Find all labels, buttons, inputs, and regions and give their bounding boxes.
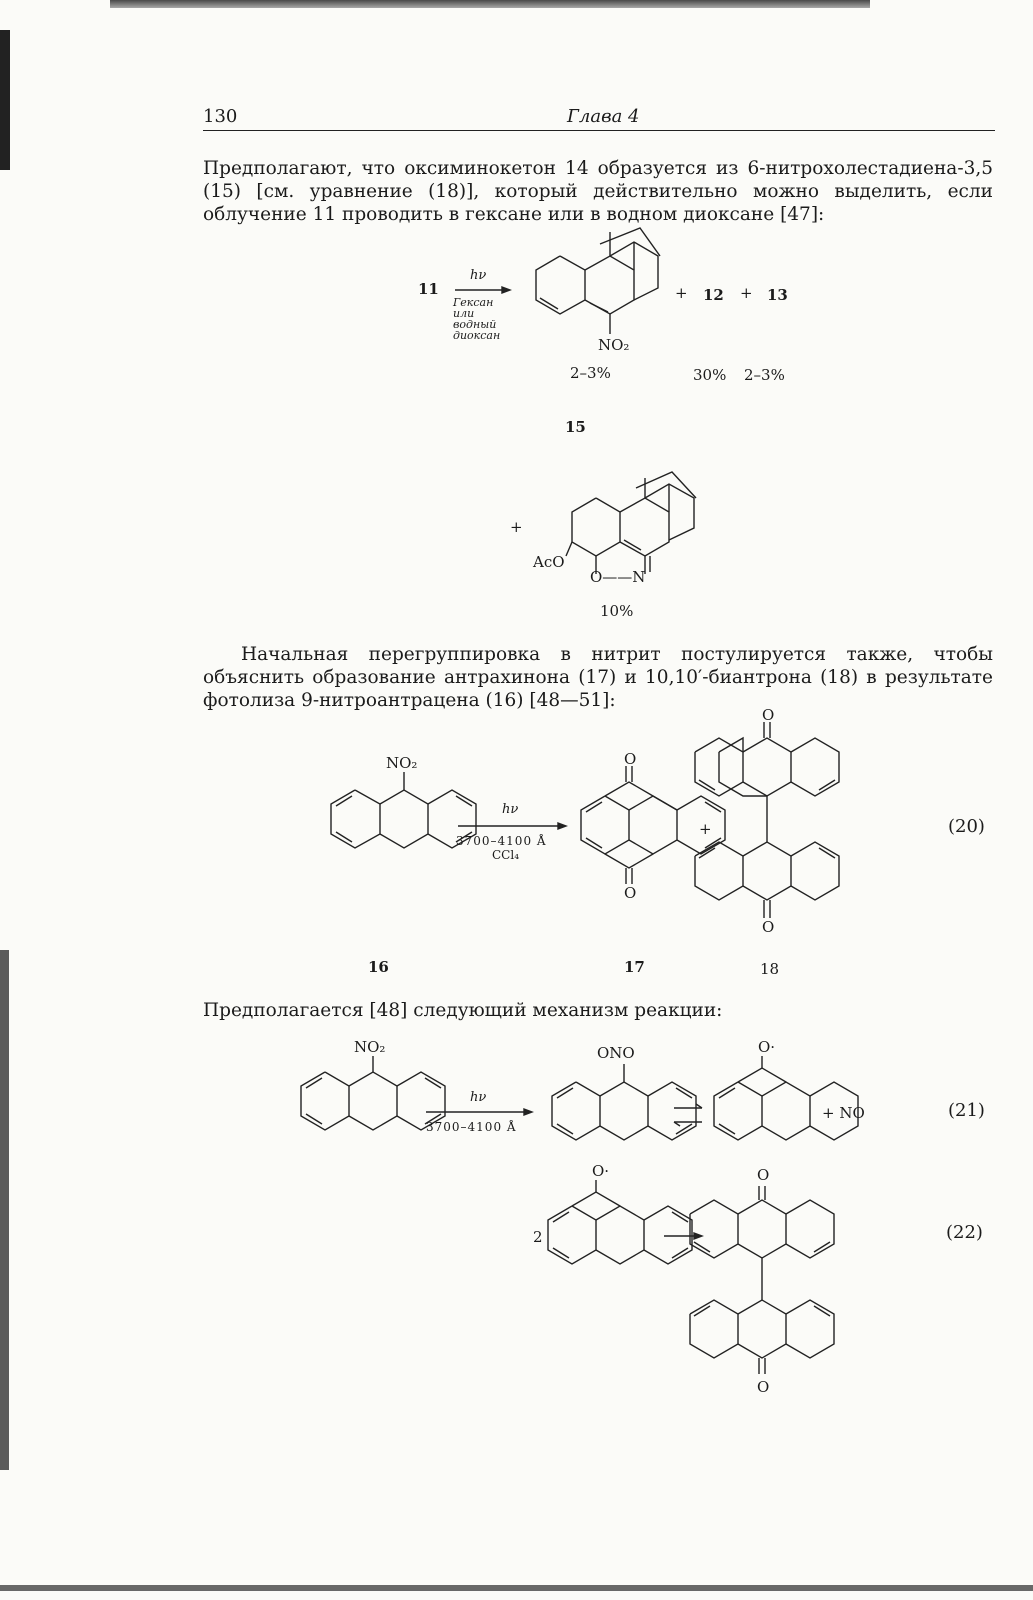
scheme1-conditions	[453, 297, 500, 341]
compound-17-o-top: O	[624, 750, 637, 768]
product-12: 12	[703, 286, 724, 304]
scheme2-arrow-top: hν	[502, 802, 519, 817]
plus-3: +	[510, 518, 523, 536]
scheme1-arrow-label: hν	[470, 268, 487, 283]
compound-18-o-top: O	[762, 706, 775, 724]
paragraph-1-line-2: (15) [см. уравнение (18)], который действительно можно выделить, если	[203, 181, 993, 202]
scheme1-start: 11	[418, 280, 439, 298]
condition-3: водный	[453, 318, 497, 331]
compound-18-o-bottom: O	[762, 918, 775, 936]
yield-13: 2–3%	[744, 366, 785, 384]
compound-16-structure	[331, 772, 476, 848]
scheme3-oxy-radical	[714, 1056, 858, 1140]
yield-isoxazole: 10%	[600, 602, 634, 620]
product-13: 13	[767, 286, 788, 304]
condition-2: или	[453, 307, 475, 320]
paragraph-1-line-1: Предполагают, что оксиминокетон 14 образуется из 6-нитрохолестадиена-3,5	[203, 158, 993, 179]
plus-1: +	[675, 284, 688, 302]
paragraph-1-line-3: облучение 11 проводить в гексане или в водном диоксане [47]:	[203, 204, 825, 225]
equation-number-21: (21)	[948, 1100, 985, 1121]
scheme3-bianthrone	[690, 1186, 834, 1374]
label-18: 18	[760, 960, 780, 978]
page-number: 130	[203, 106, 238, 127]
paragraph-3: Предполагается [48] следующий механизм реакции:	[203, 1000, 723, 1021]
scheme3-ono: ONO	[597, 1044, 635, 1062]
scheme2-arrowhead	[558, 823, 566, 829]
equation-number-20: (20)	[948, 816, 985, 837]
label-16: 16	[368, 958, 389, 976]
substituent-no2: NO₂	[598, 336, 630, 354]
label-15: 15	[565, 418, 586, 436]
paragraph-2-line-3: фотолиза 9-нитроантрацена (16) [48—51]:	[203, 690, 616, 711]
scheme3-coefficient: 2	[533, 1228, 543, 1246]
scheme3-plus-no: + NO	[822, 1104, 865, 1122]
scheme3-arrow-bottom: 3700–4100 Å	[426, 1120, 517, 1134]
yield-15: 2–3%	[570, 364, 611, 382]
compound-17-o-bottom: O	[624, 884, 637, 902]
scheme3-nitroanthracene	[301, 1056, 445, 1130]
scheme2-no2: NO₂	[386, 754, 418, 772]
condition-4: диоксан	[453, 329, 501, 342]
label-17: 17	[624, 958, 645, 976]
compound-18-structure	[695, 722, 839, 918]
chapter-title: Глава 4	[567, 106, 640, 127]
scheme2-arrow-bottom-1: 3700–4100 Å	[456, 834, 547, 848]
aco-group: AcO	[533, 553, 565, 571]
paragraph-2-line-1: Начальная перегруппировка в нитрит постулируется также, чтобы	[241, 644, 993, 665]
scheme3-no2: NO₂	[354, 1038, 386, 1056]
scheme3-o-radical-2: O·	[592, 1162, 610, 1180]
isoxazole-compound-structure	[566, 472, 696, 574]
paragraph-2-line-2: объяснить образование антрахинона (17) и 10,10′-биантрона (18) в результате	[203, 667, 993, 688]
plus-2: +	[740, 284, 753, 302]
scheme2-arrow-bottom-2: CCl₄	[492, 848, 520, 862]
scheme3-arrow-top: hν	[470, 1090, 487, 1105]
scheme3-o-radical: O·	[758, 1038, 776, 1056]
scheme3-o-top: O	[757, 1166, 770, 1184]
scheme3-o-bottom: O	[757, 1378, 770, 1396]
isoxazole-ring: O——N	[590, 568, 646, 586]
scheme3-arrowhead	[524, 1109, 532, 1115]
equation-number-22: (22)	[946, 1222, 983, 1243]
compound-15-structure	[536, 228, 660, 334]
scheme3-arrowhead-22	[694, 1233, 702, 1239]
scheme2-plus: +	[699, 820, 712, 838]
scheme3-nitrite	[552, 1064, 696, 1140]
paragraph-2	[203, 643, 993, 712]
yield-12: 30%	[693, 366, 727, 384]
scheme3-radical-2	[548, 1180, 692, 1264]
condition-1: Гексан	[453, 296, 494, 309]
scheme1-arrowhead	[502, 287, 510, 293]
